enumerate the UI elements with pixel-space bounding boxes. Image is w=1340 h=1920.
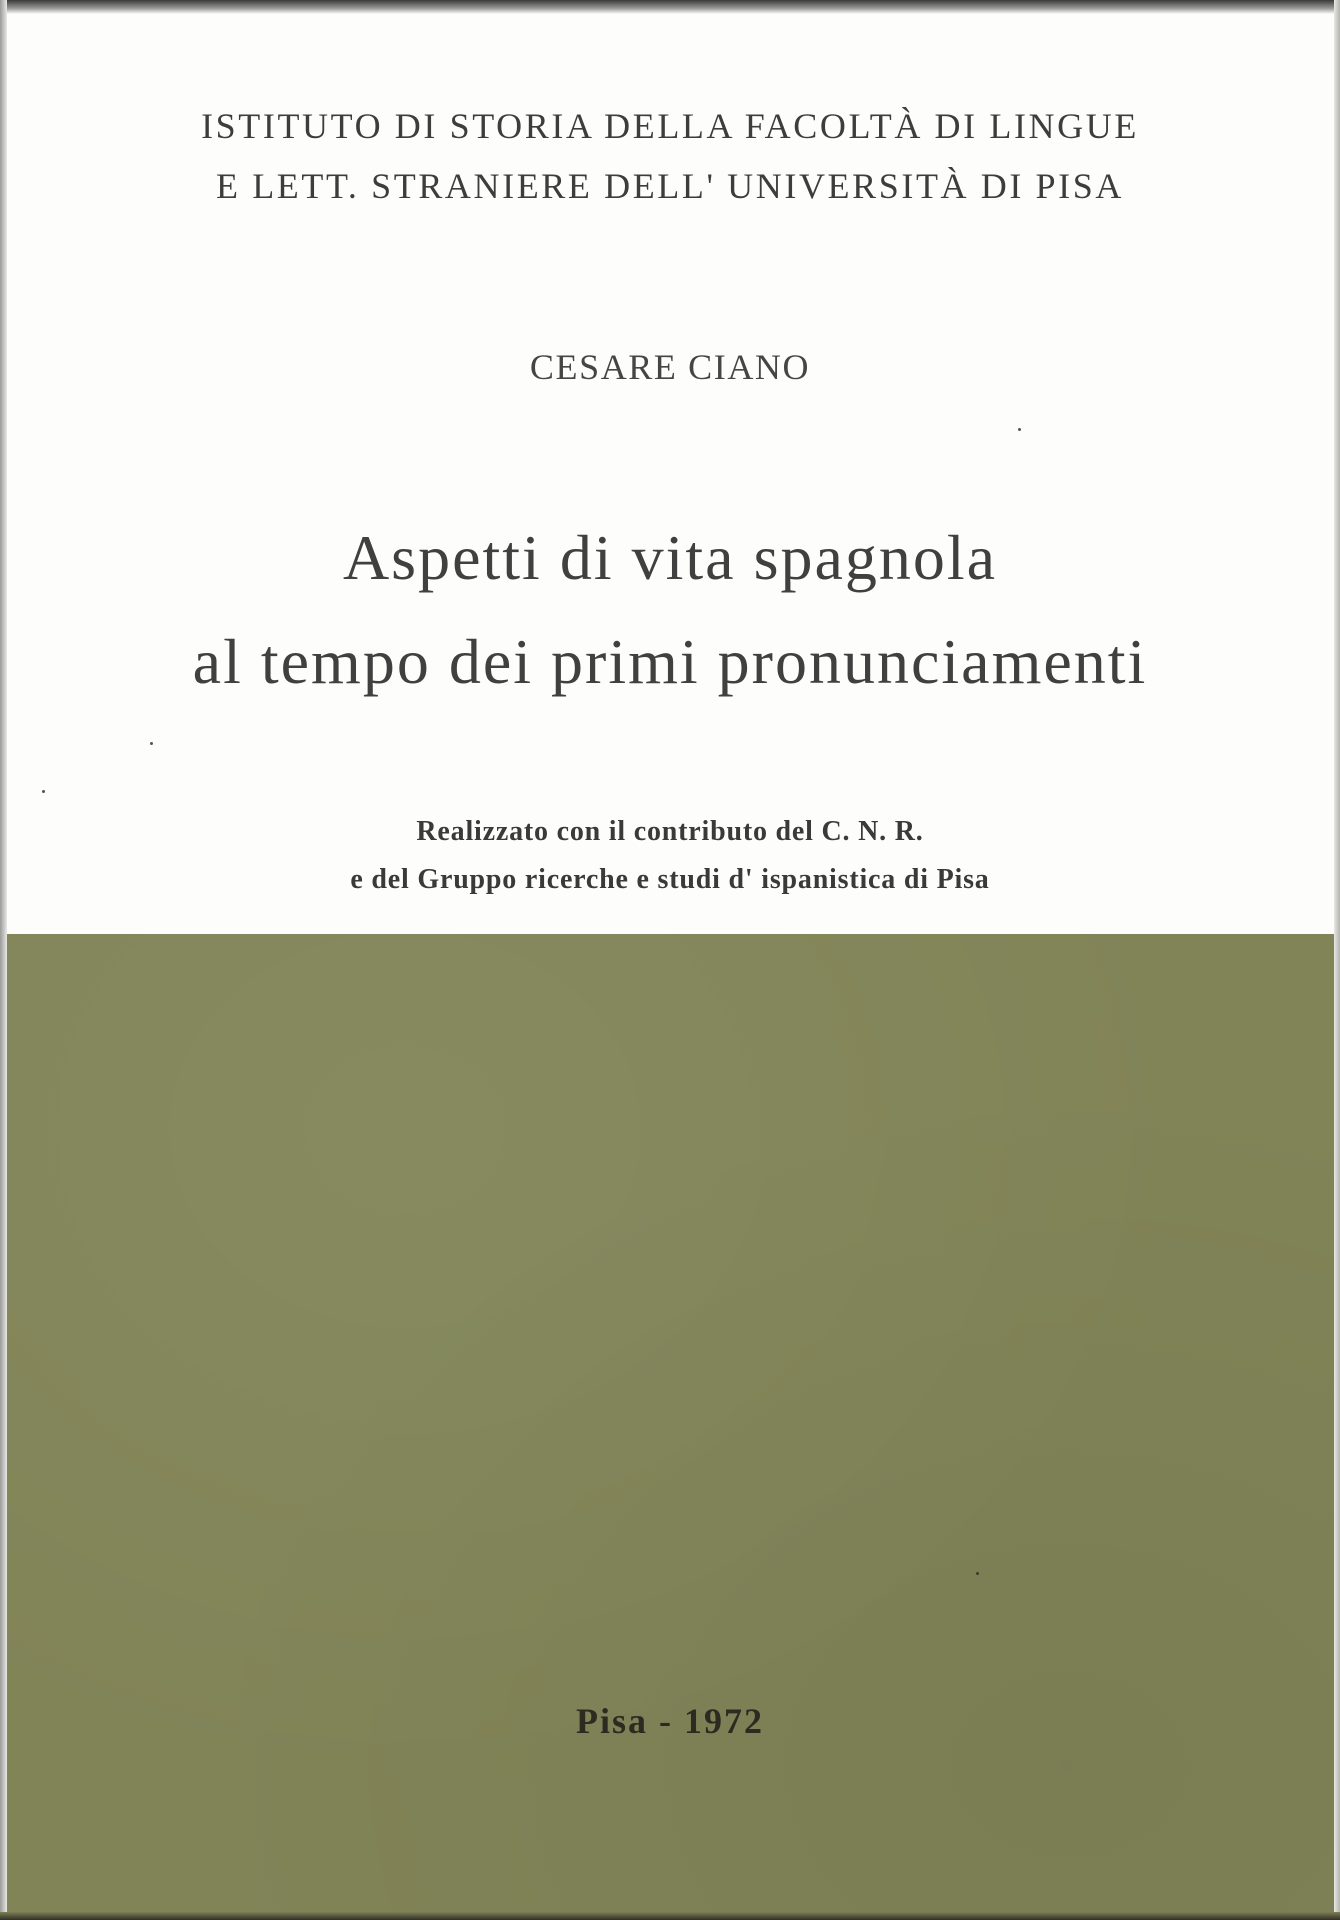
credit-line-2: e del Gruppo ricerche e studi d' ispanistica di Pisa bbox=[350, 864, 990, 895]
funding-credit bbox=[0, 808, 1340, 904]
paper-speck bbox=[150, 742, 153, 745]
title-line-1: Aspetti di vita spagnola bbox=[342, 522, 998, 593]
author-name: CESARE CIANO bbox=[529, 347, 811, 387]
band-speck bbox=[976, 1572, 979, 1575]
olive-color-band bbox=[7, 934, 1334, 1912]
institute-line-1: ISTITUTO DI STORIA DELLA FACOLTÀ DI LINGUE bbox=[201, 106, 1139, 146]
publication-imprint: Pisa - 1972 bbox=[576, 1701, 764, 1741]
paper-speck bbox=[1018, 428, 1021, 431]
cover-top-edge bbox=[0, 0, 1340, 14]
institute-line-2: E LETT. STRANIERE DELL' UNIVERSITÀ DI PISA bbox=[216, 166, 1124, 206]
cover-bottom-edge bbox=[0, 1912, 1340, 1920]
paper-speck bbox=[42, 790, 45, 793]
institute-heading bbox=[0, 96, 1340, 216]
cover-right-edge bbox=[1334, 0, 1340, 1920]
title-line-2: al tempo dei primi pronunciamenti bbox=[192, 626, 1148, 697]
credit-line-1: Realizzato con il contributo del C. N. R. bbox=[416, 816, 924, 847]
cover-left-edge bbox=[0, 0, 7, 1920]
book-title bbox=[0, 506, 1340, 714]
